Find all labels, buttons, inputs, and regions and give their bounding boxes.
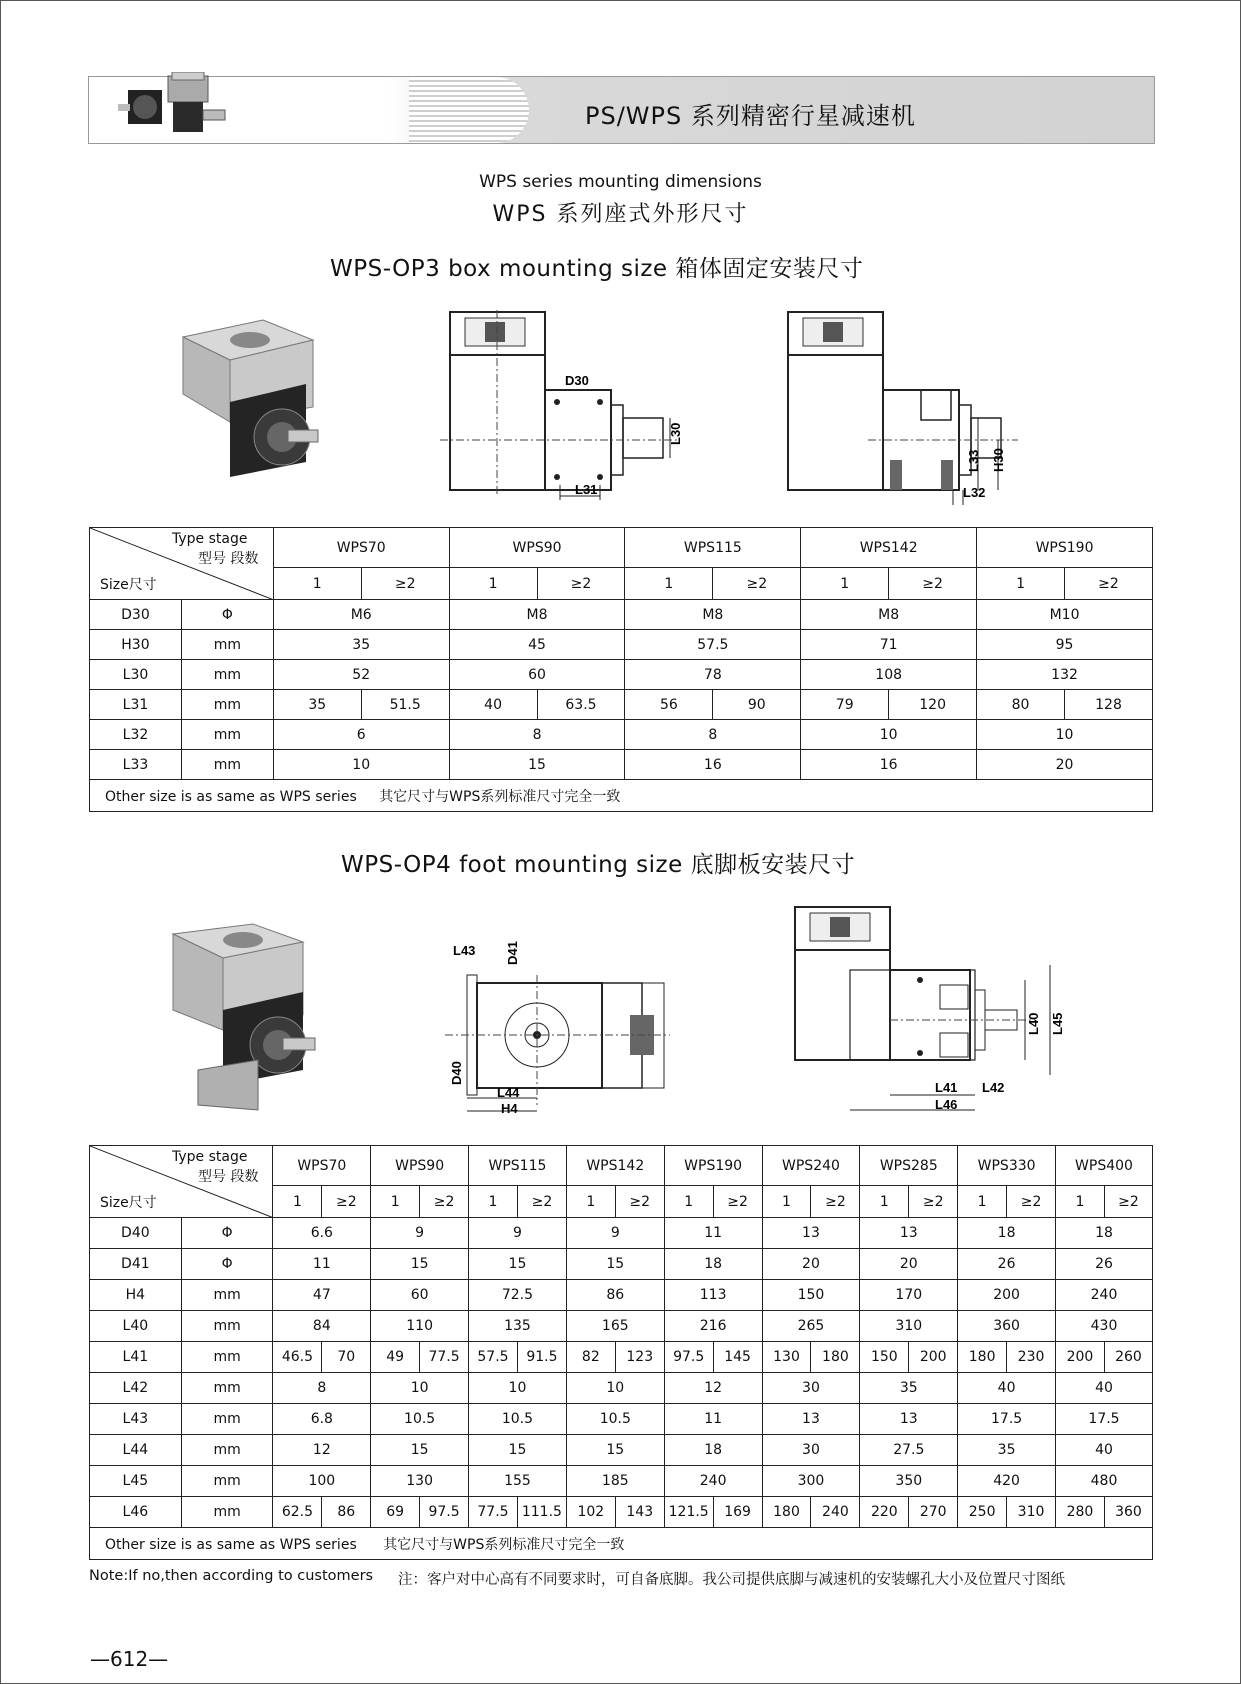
value-cell: 15	[469, 1435, 567, 1466]
table2-model-header: WPS330	[958, 1146, 1056, 1186]
value-cell: 143	[615, 1497, 664, 1528]
table2-model-header: WPS240	[762, 1146, 860, 1186]
table2-stage-cell: 1	[958, 1186, 1007, 1218]
label-l41: L41	[935, 1080, 958, 1095]
label-l33: L33	[966, 449, 981, 472]
value-cell: 8	[449, 720, 625, 750]
op4-side-drawing	[790, 905, 1080, 1125]
value-cell: 35	[273, 690, 361, 720]
value-cell: 15	[566, 1435, 664, 1466]
value-cell: 15	[566, 1249, 664, 1280]
value-cell: 77.5	[420, 1342, 469, 1373]
value-cell: 230	[1007, 1342, 1056, 1373]
value-cell: 97.5	[420, 1497, 469, 1528]
value-cell: 10	[273, 750, 449, 780]
value-cell: 270	[909, 1497, 958, 1528]
section1-title: WPS-OP3 box mounting size 箱体固定安装尺寸	[330, 256, 864, 282]
label-d30: D30	[565, 373, 589, 388]
op4-size-table	[89, 1145, 1153, 1560]
value-cell: 6.6	[273, 1218, 371, 1249]
value-cell: 40	[1056, 1373, 1153, 1404]
value-cell: 265	[762, 1311, 860, 1342]
value-cell: 132	[977, 660, 1153, 690]
row-param-name: L41	[90, 1342, 182, 1373]
table1-footer-en: Other size is as same as WPS series	[105, 788, 357, 805]
table2-stage-cell: ≥2	[1104, 1186, 1152, 1218]
label-l30: L30	[668, 422, 683, 445]
table1-footer-cn: 其它尺寸与WPS系列标准尺寸完全一致	[379, 788, 621, 805]
table2-stage-cell: 1	[1056, 1186, 1105, 1218]
value-cell: 13	[860, 1218, 958, 1249]
table2-footer-en: Other size is as same as WPS series	[105, 1536, 357, 1553]
table1-type-stage-en: Type stage	[172, 531, 248, 547]
value-cell: 8	[273, 1373, 371, 1404]
value-cell: 35	[860, 1373, 958, 1404]
value-cell: 20	[762, 1249, 860, 1280]
table1-model-header: WPS190	[977, 528, 1153, 568]
value-cell: 121.5	[664, 1497, 713, 1528]
label-l46: L46	[935, 1097, 958, 1112]
value-cell: 108	[801, 660, 977, 690]
table2-footer	[90, 1528, 1153, 1560]
value-cell: 170	[860, 1280, 958, 1311]
value-cell: 216	[664, 1311, 762, 1342]
value-cell: 100	[273, 1466, 371, 1497]
table2-stage-cell: ≥2	[517, 1186, 566, 1218]
value-cell: 80	[977, 690, 1065, 720]
row-param-name: L31	[90, 690, 182, 720]
value-cell: 35	[958, 1435, 1056, 1466]
value-cell: 69	[371, 1497, 420, 1528]
value-cell: 40	[449, 690, 537, 720]
value-cell: 26	[1056, 1249, 1153, 1280]
table2-type-stage-en: Type stage	[172, 1149, 248, 1165]
value-cell: 10.5	[566, 1404, 664, 1435]
value-cell: 49	[371, 1342, 420, 1373]
row-param-name: D40	[90, 1218, 182, 1249]
table1-stage-cell: ≥2	[537, 568, 625, 600]
row-unit: mm	[181, 690, 273, 720]
table2-stage-cell: ≥2	[909, 1186, 958, 1218]
table2-row-l46	[90, 1497, 1153, 1528]
value-cell: 40	[958, 1373, 1056, 1404]
table2-corner-cell	[90, 1146, 273, 1218]
row-param-name: L45	[90, 1466, 182, 1497]
value-cell: 78	[625, 660, 801, 690]
value-cell: 360	[1104, 1497, 1152, 1528]
table1-size-label: Size尺寸	[100, 577, 157, 593]
table1-stage-cell: 1	[977, 568, 1065, 600]
value-cell: 15	[371, 1435, 469, 1466]
header-title: PS/WPS 系列精密行星减速机	[585, 102, 916, 130]
row-param-name: L46	[90, 1497, 182, 1528]
value-cell: 9	[469, 1218, 567, 1249]
value-cell: 16	[625, 750, 801, 780]
table2-stage-cell: ≥2	[420, 1186, 469, 1218]
value-cell: 18	[958, 1218, 1056, 1249]
value-cell: 155	[469, 1466, 567, 1497]
label-l32: L32	[963, 485, 986, 500]
value-cell: 300	[762, 1466, 860, 1497]
op3-front-drawing	[440, 310, 690, 500]
table1-stage-cell: ≥2	[889, 568, 977, 600]
table1-row-l31	[90, 690, 1153, 720]
value-cell: 90	[713, 690, 801, 720]
value-cell: M8	[625, 600, 801, 630]
table2-model-header: WPS400	[1056, 1146, 1153, 1186]
value-cell: 30	[762, 1435, 860, 1466]
value-cell: 350	[860, 1466, 958, 1497]
value-cell: 60	[449, 660, 625, 690]
label-l31: L31	[575, 482, 598, 497]
value-cell: 18	[1056, 1218, 1153, 1249]
table1-stage-cell: 1	[273, 568, 361, 600]
row-unit: mm	[181, 660, 273, 690]
row-param-name: L44	[90, 1435, 182, 1466]
label-d41: D41	[505, 941, 520, 965]
value-cell: 111.5	[517, 1497, 566, 1528]
value-cell: 10	[566, 1373, 664, 1404]
value-cell: 79	[801, 690, 889, 720]
value-cell: 15	[449, 750, 625, 780]
table1-stage-cell: ≥2	[713, 568, 801, 600]
table2-row-l42	[90, 1373, 1153, 1404]
table1-stage-cell: ≥2	[1064, 568, 1152, 600]
value-cell: 70	[322, 1342, 371, 1373]
row-unit: mm	[181, 720, 273, 750]
table1-type-stage-cn: 型号 段数	[198, 551, 259, 567]
value-cell: 46.5	[273, 1342, 322, 1373]
table2-row-l41	[90, 1342, 1153, 1373]
value-cell: 260	[1104, 1342, 1152, 1373]
row-unit: Φ	[181, 600, 273, 630]
value-cell: 240	[664, 1466, 762, 1497]
label-l45: L45	[1050, 1012, 1065, 1035]
value-cell: 6	[273, 720, 449, 750]
value-cell: M6	[273, 600, 449, 630]
value-cell: 11	[664, 1218, 762, 1249]
table1-stage-cell: ≥2	[361, 568, 449, 600]
value-cell: 123	[615, 1342, 664, 1373]
value-cell: 280	[1056, 1497, 1105, 1528]
value-cell: 30	[762, 1373, 860, 1404]
value-cell: 10	[977, 720, 1153, 750]
table1-stage-cell: 1	[625, 568, 713, 600]
value-cell: 86	[566, 1280, 664, 1311]
table1-stage-cell: 1	[449, 568, 537, 600]
value-cell: 45	[449, 630, 625, 660]
table1-row-l30	[90, 660, 1153, 690]
value-cell: 220	[860, 1497, 909, 1528]
value-cell: 57.5	[625, 630, 801, 660]
value-cell: 128	[1064, 690, 1152, 720]
value-cell: 63.5	[537, 690, 625, 720]
table2-row-l44	[90, 1435, 1153, 1466]
value-cell: 10	[469, 1373, 567, 1404]
value-cell: 40	[1056, 1435, 1153, 1466]
value-cell: 310	[860, 1311, 958, 1342]
value-cell: 62.5	[273, 1497, 322, 1528]
value-cell: 8	[625, 720, 801, 750]
value-cell: 12	[664, 1373, 762, 1404]
row-unit: mm	[181, 630, 273, 660]
value-cell: 135	[469, 1311, 567, 1342]
value-cell: 18	[664, 1435, 762, 1466]
row-param-name: D30	[90, 600, 182, 630]
row-unit: mm	[181, 750, 273, 780]
value-cell: 15	[371, 1249, 469, 1280]
row-unit: mm	[181, 1280, 273, 1311]
row-unit: mm	[181, 1311, 273, 1342]
value-cell: 360	[958, 1311, 1056, 1342]
value-cell: M10	[977, 600, 1153, 630]
value-cell: 60	[371, 1280, 469, 1311]
table2-type-stage-cn: 型号 段数	[198, 1169, 259, 1185]
value-cell: 71	[801, 630, 977, 660]
table2-stage-cell: 1	[860, 1186, 909, 1218]
table1-footer	[90, 780, 1153, 812]
value-cell: 72.5	[469, 1280, 567, 1311]
table2-stage-cell: 1	[566, 1186, 615, 1218]
value-cell: 82	[566, 1342, 615, 1373]
table1-row-l33	[90, 750, 1153, 780]
value-cell: 430	[1056, 1311, 1153, 1342]
value-cell: 84	[273, 1311, 371, 1342]
value-cell: 11	[664, 1404, 762, 1435]
table2-stage-cell: ≥2	[811, 1186, 860, 1218]
row-param-name: L43	[90, 1404, 182, 1435]
row-unit: mm	[181, 1466, 273, 1497]
page-number: —612—	[90, 1647, 169, 1671]
table2-row-h4	[90, 1280, 1153, 1311]
table1-model-header: WPS115	[625, 528, 801, 568]
table1-corner-cell	[90, 528, 274, 600]
table2-size-label: Size尺寸	[100, 1195, 157, 1211]
row-param-name: L33	[90, 750, 182, 780]
row-unit: mm	[181, 1373, 273, 1404]
label-h4: H4	[501, 1101, 518, 1116]
value-cell: 9	[371, 1218, 469, 1249]
label-h30: H30	[991, 448, 1006, 472]
table2-stage-cell: ≥2	[322, 1186, 371, 1218]
value-cell: 145	[713, 1342, 762, 1373]
value-cell: M8	[449, 600, 625, 630]
value-cell: 240	[1056, 1280, 1153, 1311]
row-param-name: L32	[90, 720, 182, 750]
table1-model-header: WPS70	[273, 528, 449, 568]
op3-size-table	[89, 527, 1153, 812]
table1-row-h30	[90, 630, 1153, 660]
label-l42: L42	[982, 1080, 1005, 1095]
value-cell: 95	[977, 630, 1153, 660]
value-cell: 47	[273, 1280, 371, 1311]
table2-row-l45	[90, 1466, 1153, 1497]
table2-stage-cell: 1	[762, 1186, 811, 1218]
value-cell: 12	[273, 1435, 371, 1466]
row-unit: mm	[181, 1404, 273, 1435]
row-param-name: D41	[90, 1249, 182, 1280]
table1-row-d30	[90, 600, 1153, 630]
value-cell: 180	[762, 1497, 811, 1528]
label-d40: D40	[449, 1061, 464, 1085]
table2-stage-cell: ≥2	[1007, 1186, 1056, 1218]
row-unit: Φ	[181, 1249, 273, 1280]
row-unit: Φ	[181, 1218, 273, 1249]
value-cell: 180	[958, 1342, 1007, 1373]
value-cell: 10	[371, 1373, 469, 1404]
value-cell: 420	[958, 1466, 1056, 1497]
row-param-name: L30	[90, 660, 182, 690]
value-cell: 480	[1056, 1466, 1153, 1497]
value-cell: 200	[909, 1342, 958, 1373]
value-cell: 13	[762, 1218, 860, 1249]
value-cell: 200	[1056, 1342, 1105, 1373]
row-param-name: L40	[90, 1311, 182, 1342]
row-param-name: H30	[90, 630, 182, 660]
table2-model-header: WPS115	[469, 1146, 567, 1186]
value-cell: 26	[958, 1249, 1056, 1280]
table2-stage-cell: 1	[371, 1186, 420, 1218]
value-cell: 91.5	[517, 1342, 566, 1373]
value-cell: 16	[801, 750, 977, 780]
section2-title: WPS-OP4 foot mounting size 底脚板安装尺寸	[341, 852, 856, 878]
value-cell: 150	[762, 1280, 860, 1311]
subtitle-en: WPS series mounting dimensions	[479, 172, 762, 192]
note-cn: 注：客户对中心高有不同要求时，可自备底脚。我公司提供底脚与减速机的安装螺孔大小及位置尺寸图纸	[398, 1572, 1065, 1588]
table2-stage-cell: ≥2	[713, 1186, 762, 1218]
value-cell: 52	[273, 660, 449, 690]
value-cell: 10.5	[371, 1404, 469, 1435]
value-cell: 150	[860, 1342, 909, 1373]
header-stripes	[409, 77, 529, 143]
value-cell: 27.5	[860, 1435, 958, 1466]
value-cell: 10.5	[469, 1404, 567, 1435]
label-l44: L44	[497, 1085, 520, 1100]
table2-row-l43	[90, 1404, 1153, 1435]
row-param-name: L42	[90, 1373, 182, 1404]
value-cell: 17.5	[958, 1404, 1056, 1435]
value-cell: 20	[977, 750, 1153, 780]
value-cell: 77.5	[469, 1497, 518, 1528]
value-cell: 310	[1007, 1497, 1056, 1528]
value-cell: 102	[566, 1497, 615, 1528]
value-cell: 18	[664, 1249, 762, 1280]
label-l43: L43	[453, 943, 476, 958]
op3-gearbox-photo	[168, 312, 328, 482]
value-cell: 97.5	[664, 1342, 713, 1373]
value-cell: 17.5	[1056, 1404, 1153, 1435]
table2-model-header: WPS70	[273, 1146, 371, 1186]
row-param-name: H4	[90, 1280, 182, 1311]
label-l40: L40	[1026, 1012, 1041, 1035]
value-cell: 35	[273, 630, 449, 660]
value-cell: 51.5	[361, 690, 449, 720]
value-cell: 57.5	[469, 1342, 518, 1373]
op4-front-drawing	[445, 935, 675, 1120]
table1-model-header: WPS90	[449, 528, 625, 568]
value-cell: 6.8	[273, 1404, 371, 1435]
table2-row-d40	[90, 1218, 1153, 1249]
value-cell: 240	[811, 1497, 860, 1528]
value-cell: 169	[713, 1497, 762, 1528]
table2-stage-cell: 1	[664, 1186, 713, 1218]
row-unit: mm	[181, 1435, 273, 1466]
value-cell: M8	[801, 600, 977, 630]
value-cell: 113	[664, 1280, 762, 1311]
value-cell: 20	[860, 1249, 958, 1280]
value-cell: 180	[811, 1342, 860, 1373]
table2-stage-cell: ≥2	[615, 1186, 664, 1218]
value-cell: 250	[958, 1497, 1007, 1528]
value-cell: 200	[958, 1280, 1056, 1311]
table1-model-header: WPS142	[801, 528, 977, 568]
table2-row-d41	[90, 1249, 1153, 1280]
value-cell: 13	[860, 1404, 958, 1435]
value-cell: 9	[566, 1218, 664, 1249]
subtitle-cn: WPS 系列座式外形尺寸	[492, 202, 749, 227]
value-cell: 86	[322, 1497, 371, 1528]
table2-footer-cn: 其它尺寸与WPS系列标准尺寸完全一致	[383, 1536, 625, 1553]
table2-row-l40	[90, 1311, 1153, 1342]
table2-stage-cell: 1	[273, 1186, 322, 1218]
value-cell: 130	[762, 1342, 811, 1373]
value-cell: 10	[801, 720, 977, 750]
value-cell: 165	[566, 1311, 664, 1342]
value-cell: 56	[625, 690, 713, 720]
op4-gearbox-photo	[168, 920, 328, 1115]
note-en: Note:If no,then according to customers	[89, 1568, 374, 1584]
row-unit: mm	[181, 1342, 273, 1373]
header-gearbox-photo	[118, 72, 238, 140]
table1-row-l32	[90, 720, 1153, 750]
value-cell: 120	[889, 690, 977, 720]
row-unit: mm	[181, 1497, 273, 1528]
table2-model-header: WPS142	[566, 1146, 664, 1186]
table2-model-header: WPS285	[860, 1146, 958, 1186]
value-cell: 110	[371, 1311, 469, 1342]
value-cell: 11	[273, 1249, 371, 1280]
value-cell: 185	[566, 1466, 664, 1497]
value-cell: 13	[762, 1404, 860, 1435]
value-cell: 130	[371, 1466, 469, 1497]
table2-model-header: WPS190	[664, 1146, 762, 1186]
table2-stage-cell: 1	[469, 1186, 518, 1218]
table1-stage-cell: 1	[801, 568, 889, 600]
table2-model-header: WPS90	[371, 1146, 469, 1186]
op3-side-drawing	[778, 310, 1028, 510]
value-cell: 15	[469, 1249, 567, 1280]
